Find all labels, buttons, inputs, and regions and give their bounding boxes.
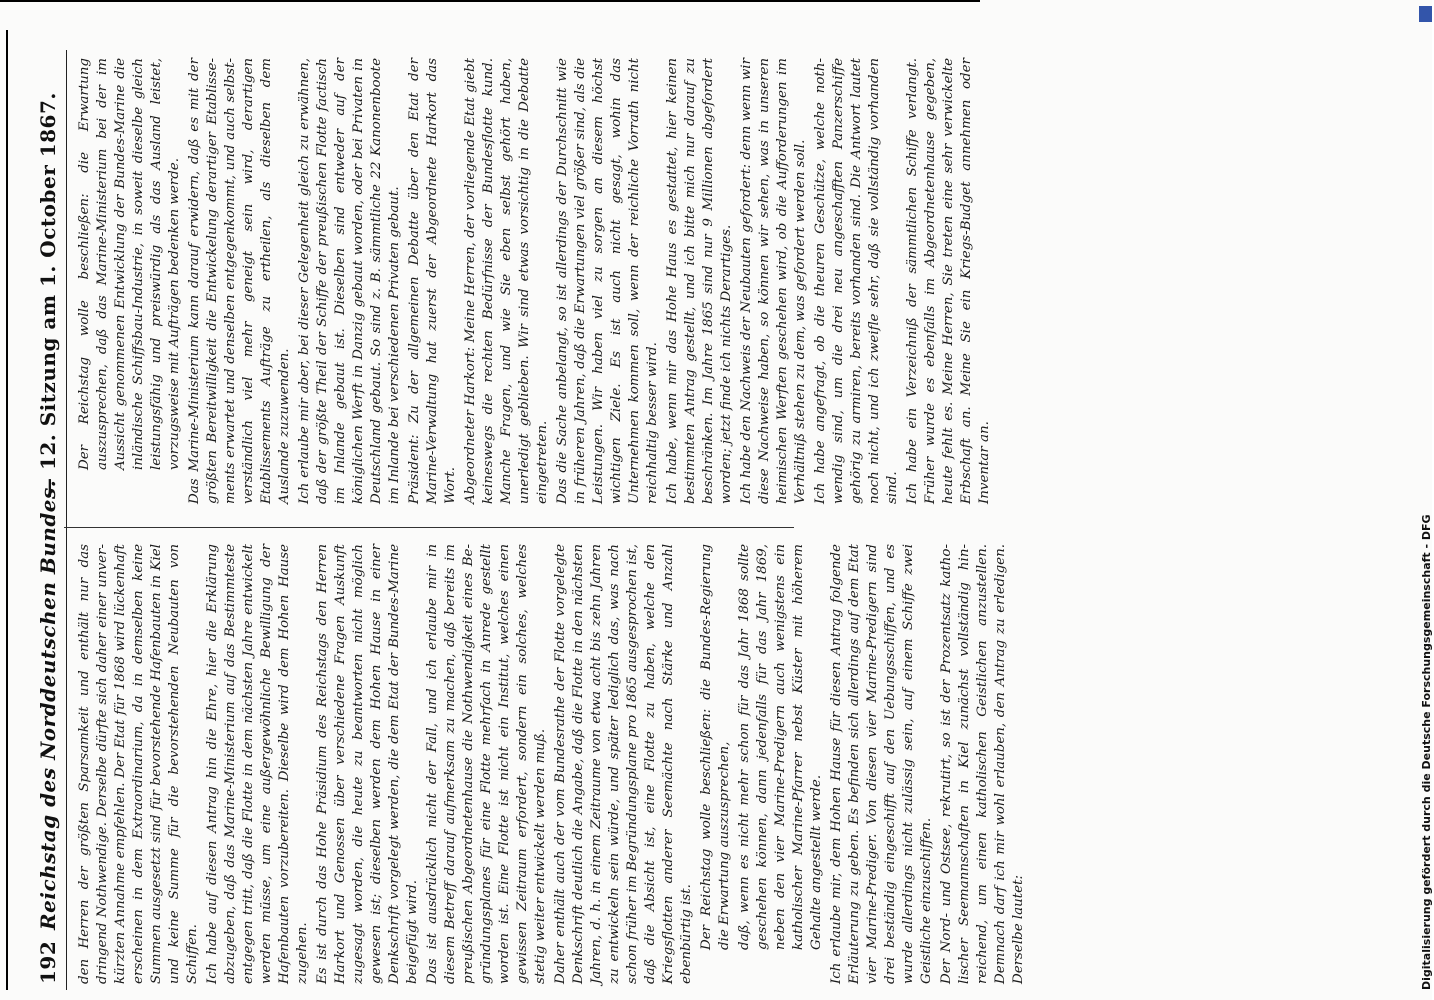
header-title-left: Reichstag des Norddeutschen Bundes.: [36, 479, 60, 930]
running-header: [30, 50, 67, 990]
motion-text: Der Reichstag wolle beschließen: die Erwartung auszusprechen, daß das Marine-Ministerium bei der im Aussicht genommenen Entwicklung der Bundes-Marine die inländische Schiffsbau-Industrie, in soweit dieselbe gleich leistungsfähig und preiswürdig als das Ausland leistet, vorzugsweise mit Aufträgen bedenken werde.: [77, 58, 182, 470]
dfg-logo-icon: [1419, 6, 1432, 22]
column-divider: [64, 527, 794, 528]
paragraph: Ich erlaube mir, dem Hohen Hause für diesen Antrag folgende Erläuterung zu geben. Es befinden sich allerdings auf dem Etat vier Marine-Prediger. Von diesen vier Marine-Predigern sind drei beständig eingeschifft auf den Uebungsschiffen, und es wurde allerdings nicht zulässig sein, auf einem Schiffe zwei Geistliche einzuschiffen.: [829, 544, 934, 984]
top-edge-line: [0, 0, 980, 2]
paragraph: Das Marine-Ministerium kann darauf erwidern, daß es mit der größten Bereitwilligkeit die Entwickelung derartiger Etablissements erwartet und denselben entgegenkommt, und auch selbstverständlich viel mehr geneigt sein wird, derartigen Etablissements Aufträge zu ertheilen, als dieselben dem Auslande zuzuwenden.: [187, 58, 292, 504]
paragraph: Das die Sache anbelangt, so ist allerdings der Durchschnitt wie in früheren Jahren, daß die Erwartungen viel größer sind, als die Leistungen. Wir haben viel zu sorgen an diesem höchst wichtigen Ziele. Es ist auch nicht gesagt, wohin das Unternehmen kommen soll, wenn der reichliche Vorrath nicht reichhaltig besser wird.: [555, 58, 660, 504]
paragraph: Ich habe, wenn mir das Hohe Haus es gestattet, hier keinen bestimmten Antrag gestellt, und ich bitte mich nur darauf zu beschränken. Im Jahre 1865 sind nur 9 Millionen abgefordert worden; jetzt finde ich nichts Derartiges.: [665, 58, 734, 504]
paragraph: Abgeordneter Harkort: Meine Herren, der vorliegende Etat giebt keineswegs die rechten Bedürfnisse der Bundesflotte kund. Manche Fragen, und wie Sie eben selbst gehört haben, unerledigt geblieben. Wir sind etwas vorsichtig in die Debatte eingetreten.: [463, 58, 550, 504]
paragraph: Der Nord- und Ostsee, rekrutirt, so ist der Prozentsatz katholischer Seemannschaften in Kiel zunächst vollständig hinreichend, um einen katholischen Geistlichen anzustellen. Demnach darf ich mir wohl erlauben, den Antrag zu erledigen. Derselbe lautet:: [939, 544, 1026, 984]
digitization-credit: Digitalisierung gefördert durch die Deutsche Forschungsgemeinschaft - DFG: [1420, 514, 1433, 990]
paragraph: Ich erlaube mir aber, bei dieser Gelegenheit gleich zu erwähnen, daß der größte Theil der Schiffe der preußischen Flotte factisch im Inlande gebaut ist. Dieselben sind entweder auf der königlichen Werft in Danzig gebaut worden, oder bei Privaten in Deutschland gebaut. So sind z. B. sämmtliche 22 Kanonenboote im Inlande bei verschiedenen Privaten gebaut.: [297, 58, 402, 504]
left-column: [76, 544, 1026, 984]
text-body: [76, 50, 1026, 990]
paragraph: Es ist durch das Hohe Präsidium des Reichstags den Herren Harkort und Genossen über verschiedene Fragen Auskunft zugesagt worden, die heute zu beantworten nicht möglich gewesen ist; dieselben werden dem Hohen Hause in einer Denkschrift vorgelegt werden, die dem Etat der Bundes-Marine beigefügt wird.: [315, 544, 420, 984]
paragraph: Präsident: Zu der allgemeinen Debatte über den Etat der Marine-Verwaltung hat zuerst der Abgeordnete Harkort das Wort.: [407, 58, 458, 504]
paragraph: Ich habe angefragt, ob die theuren Geschütze, welche nothwendig sind, um die drei neu angeschafften Panzerschiffe gehörig zu armiren, bereits vorhanden sind. Die Antwort lautet noch nicht, und ich zweifle sehr, daß sie vollständig vorhanden sind.: [813, 58, 900, 504]
paragraph: Ich habe den Nachweis der Neubauten gefordert: denn wenn wir diese Nachweise haben, so können wir sehen, was in unseren heimischen Werften geschehen wird, ob die Aufforderungen im Verhältniß stehen zu dem, was gefordert werden soll.: [739, 58, 808, 504]
paragraph: den Herren der größten Sparsamkeit und enthält nur das dringend Nothwendige. Derselbe dürfte sich daher einer unverkürzten Annahme empfehlen. Der Etat für 1868 wird lückenhaft erscheinen in dem Extraordinarium, da in demselben keine Summen ausgesetzt sind für bevorstehende Hafenbauten in Kiel und keine Summe für die bevorstehenden Neubauten von Schiffen.: [77, 544, 200, 984]
page-number: 192: [36, 940, 60, 984]
paragraph: Daher enthält auch der vom Bundesrathe der Flotte vorgelegte Denkschrift deutlich die Angabe, daß die Flotte in den nächsten Jahren, d. h. in einem Zeitraume von etwa acht bis zehn Jahren zu entwickeln sein würde, und später lediglich das, was nach schon früher im Begründungsplane pro 1865 ausgesprochen ist, daß die Absicht ist, eine Flotte zu haben, welche den Kriegsflotten anderer Seemächte nach Stärke und Anzahl ebenbürtig ist.: [553, 544, 694, 984]
paragraph: Ich habe auf diesen Antrag hin die Ehre, hier die Erklärung abzugeben, daß das Marine-Ministerium auf das Bestimmteste entgegen tritt, daß die Flotte in dem nächsten Jahre entwickelt werden müsse, um eine außergewöhnliche Bewilligung der Hafenbauten vorzubereiten. Dieselbe wird dem Hohen Hause zugehen.: [205, 544, 310, 984]
motion-text: Der Reichstag wolle beschließen: die Bundes-Regierung die Erwartung auszusprechen,: [699, 544, 732, 950]
right-column: [76, 58, 992, 504]
rotated-document: [30, 50, 1026, 990]
paragraph: Ich habe ein Verzeichniß der sämmtlichen Schiffe verlangt. Früher wurde es ebenfalls im Abgeordnetenhause gegeben, heute fehlt es. Meine Herren, Sie treten eine sehr verwickelte Erbschaft an. Meine Sie ein Kriegs-Budget annehmen oder Inventar an.: [905, 58, 992, 504]
header-title-right: — 12. Sitzung am 1. October 1867.: [36, 92, 60, 498]
paragraph: Das ist ausdrücklich nicht der Fall, und ich erlaube mir in diesem Betreff darauf aufmerksam zu machen, daß bereits im preußischen Abgeordnetenhause die Nothwendigkeit eines Begründungsplanes für eine Flotte mehrfach in Anrede gestellt worden ist. Eine Flotte ist nicht ein Institut, welches einen gewissen Zeitraum erfordert, sondern ein solches, welches stetig weiter entwickelt werden muß.: [425, 544, 548, 984]
left-edge-line: [6, 30, 8, 990]
motion-text: daß, wenn es nicht mehr schon für das Jahr 1868 sollte geschehen können, dann jedenfalls für das Jahr 1869, neben den vier Marine-Predigern auch wenigstens ein katholischer Marine-Pfarrer nebst Küster mit höherem Gehalte angestellt werde.: [737, 544, 824, 950]
